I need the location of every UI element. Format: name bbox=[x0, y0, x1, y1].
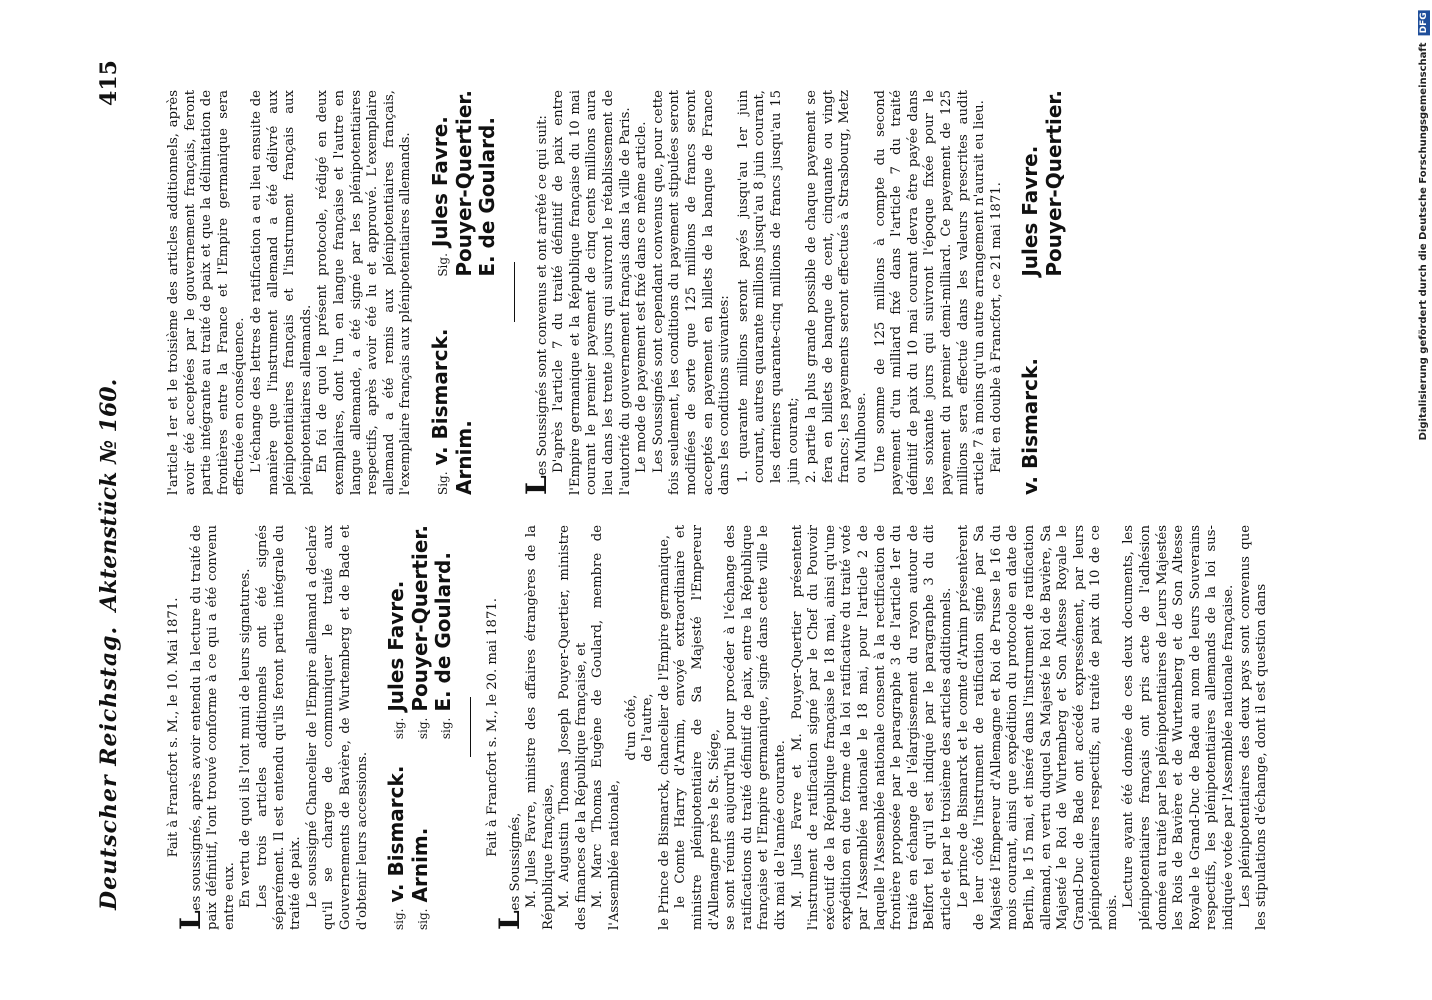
digitization-credit: Digitalisierung gefördert durch die Deutsche Forschungsgemeinschaft DFG bbox=[1418, 12, 1429, 441]
running-head-center: Aktenstück № 160. bbox=[96, 378, 122, 612]
signatures-french bbox=[1019, 90, 1066, 277]
signature: Jules Favre. bbox=[427, 116, 452, 248]
signature: Jules Favre. bbox=[384, 580, 409, 712]
paragraph: M. Jules Favre et M. Pouyer-Quertier présentent l'instrument de ratification signé par le Chef du Pouvoir exécutif de la République française le 18 mai, ainsi qu'une expédition en due forme de la loi ratificative du traité voté par l'Assemblée nationale le 18 mai, pour l'article 2 de laquelle l'Assemblée nationale consent à la rectification de frontière proposée par le paragraphe 3 de l'article 1er du traité en échange de l'élargissement du rayon autour de Belfort tel qu'il est indiqué par le paragraphe 3 du dit article et par le troisième des articles additionnels. bbox=[789, 525, 954, 930]
signature: Pouyer-Quertier. bbox=[1041, 90, 1066, 277]
paragraph: l'article 1er et le troisième des articles additionnels, après avoir été acceptées par le gouvernement français, feront partie intégrante au traité de paix et que la délimitation de frontières entre la France et l'Empire germanique sera effectuée en conséquence. bbox=[166, 90, 248, 495]
dateline: Fait à Francfort s. M., le 10. Mai 1871. bbox=[166, 597, 181, 858]
running-head-left: Deutscher Reichstag. bbox=[96, 625, 122, 910]
list-item: 1. quarante millions seront payés jusqu'au 1er juin courant, autres quarante millions jusqu'au 8 juin courant, les derniers quarante-cinq millions de francs jusqu'au 15 juin courant; bbox=[735, 90, 801, 483]
paragraph: Une somme de 125 millions à compte du second payement d'un milliard fixé dans l'article 7 du traité définitif de paix du 10 mai courant devra être payée dans les soixante jours qui suivront l'époque fixée pour le payement du premier demi-milliard. Ce payement de 125 millions sera effectué dans les valeurs prescrites audit article 7 à moins qu'un autre arrangement n'aurait eu lieu. bbox=[872, 90, 988, 495]
dfg-logo: DFG bbox=[1419, 12, 1429, 34]
dateline: Fait en double à Francfort, ce 21 mai 1871. bbox=[988, 182, 1004, 473]
paragraph: M. Jules Favre, ministre des affaires étrangères de la République française, bbox=[524, 525, 556, 930]
paragraph: En foi de quoi le présent protocole, rédigé en deux exemplaires, dont l'un en langue française et l'autre en langue allemande, a été signé par les plénipotentiaires respectifs, après avoir été lu et approuvé. L'exemplaire allemand a été remis aux plénipotentiaires français, l'exemplaire français aux plénipotentiaires allemands. bbox=[315, 90, 414, 495]
paragraph: Le prince de Bismarck et le comte d'Arnim présentèrent de leur côté l'instrument de ratification signé par Sa Majesté l'Empereur d'Allemagne et Roi de Prusse le 16 du mois courant, ainsi que expédition du protocole en date de Berlin, le 15 mai, et inséré dans l'instrument de ratification allemand, en vertu duquel Sa Majesté le Roi de Bavière, Sa Majesté le Roi de Wurtemberg et Son Altesse Royale le Grand-Duc de Bade ont accédé expressément, par leurs plénipotentiaires respectifs, au traité de paix du 10 de ce mois. bbox=[955, 525, 1120, 930]
paragraph: M. Marc Thomas Eugène de Goulard, membre de l'Assemblée nationale, bbox=[590, 525, 623, 930]
signatures-french: Sig.Jules Favre. Pouyer-Quertier. E. de Goulard. bbox=[427, 90, 500, 277]
signature-block bbox=[1019, 90, 1066, 495]
paragraph: se sont réunis aujourd'hui pour procéder à l'échange des ratifications du traité définitif de paix, entre la République française et l'Empire germanique, signé dans cette ville le dix mai de l'année courante. bbox=[723, 525, 788, 930]
paragraph: L'échange des lettres de ratification a eu lieu ensuite de manière que l'instrument allemand a été délivré aux plénipotentiaires français et l'instrument français aux plénipotentiaires allemands. bbox=[248, 90, 314, 495]
signature: Arnim. bbox=[407, 827, 432, 903]
signature: v. Bismarck. bbox=[427, 328, 452, 466]
signatures-german bbox=[1019, 358, 1066, 495]
payment-list bbox=[736, 90, 871, 495]
signature-block bbox=[385, 525, 456, 930]
paragraph: M. Augustin Thomas Joseph Pouyer-Quertier, ministre des finances de la République française, et bbox=[557, 525, 589, 930]
paragraph: Les trois articles additionnels ont été signés séparément. Il est entendu qu'ils feront partie intégrale du traité de paix. bbox=[254, 525, 304, 930]
signatures-german: Sig.v. Bismarck. Arnim. bbox=[427, 328, 476, 495]
signature: E. de Goulard. bbox=[431, 552, 456, 712]
paragraph: Les Soussignés sont cependant convenus que, pour cette fois seulement, les conditions du payement stipulées seront modifiées de sorte que 125 millions de francs seront acceptés en payement en billets de la banque de France dans les conditions suivantes: bbox=[650, 90, 733, 495]
paragraph: le Comte Harry d'Arnim, envoyé extraordinaire et ministre plénipotentiaire de Sa Majesté l'Empereur d'Allemagne près le St. Siége, bbox=[673, 525, 722, 930]
signature: Pouyer-Quertier. bbox=[407, 525, 432, 712]
signature: v. Bismarck. bbox=[384, 765, 409, 903]
signature-block bbox=[429, 90, 500, 495]
paragraph: de l'autre, bbox=[640, 693, 656, 762]
paragraph: Le soussigné Chancelier de l'Empire allemand a declaré qu'il se charge de communiquer le traité aux Gouvernements de Bavière, de Wurtemberg et de Bade et d'obtenir leurs accessions. bbox=[304, 525, 370, 930]
list-item: 2. partie la plus grande possible de chaque payement se fera en billets de banque de cent, cinquante ou vingt francs; les payements seront effectués à Strasbourg, Metz ou Mulhouse. bbox=[804, 90, 869, 483]
paragraph: le Prince de Bismarck, chancelier de l'Empire germanique, bbox=[656, 534, 672, 930]
signature: v. Bismarck. bbox=[1018, 358, 1043, 495]
signature: Arnim. bbox=[451, 420, 476, 495]
paragraph: Les soussignés, après avoir entendu la lecture du traité de paix définitif, l'ont trouvé conforme à ce qui a été convenu entre eux. bbox=[173, 525, 237, 930]
signature: Jules Favre. bbox=[1018, 145, 1043, 277]
signatures-german: sig.v. Bismarck. sig.Arnim. bbox=[384, 765, 432, 930]
paragraph: Le mode de payement est fixé dans ce même article. bbox=[634, 121, 650, 473]
rotated-page bbox=[46, 30, 1386, 970]
paragraph: En vertu de quoi ils l'ont muni de leurs signatures. bbox=[238, 568, 254, 908]
signature: Pouyer-Quertier. bbox=[451, 90, 476, 277]
signatures-french: sig.Jules Favre. sig.Pouyer-Quertier. sig.E. de Goulard. bbox=[384, 525, 456, 740]
paragraph: Les Soussignés sont convenus et ont arrêté ce qui suit: bbox=[519, 115, 553, 495]
page-header bbox=[96, 30, 136, 960]
paragraph: Les plénipotentiaires des deux pays sont convenus que les stipulations d'échange, dont il est question dans bbox=[1237, 525, 1270, 930]
divider bbox=[514, 263, 515, 323]
column-1 bbox=[166, 525, 1271, 930]
column-2 bbox=[166, 90, 1079, 495]
paragraph: d'un côté, bbox=[623, 694, 639, 761]
signature: E. de Goulard. bbox=[475, 117, 500, 277]
dateline: Fait à Francfort s. M., le 20. mai 1871. bbox=[484, 598, 500, 857]
paragraph: Lecture ayant été donnée de ces deux documents, les plénipotentiaires français ont pris acte de l'adhésion donnée au traité par les plénipotentiaires de Leurs Majestés les Rois de Bavière et de Wurtemberg et de Son Altesse Royale le Grand-Duc de Bade au nom de leurs Souverains respectifs, les plénipotentiaires allemands de la loi sus-indiquée votée par l'Assemblée nationale française. bbox=[1121, 525, 1237, 930]
divider bbox=[470, 698, 471, 758]
paragraph: Les Soussignés, bbox=[492, 812, 526, 930]
paragraph: D'après l'article 7 du traité définitif de paix entre l'Empire germanique et la République française du 10 mai courant le premier payement de cinq cents millions aura lieu dans les trente jours qui suivront le rétablissement de l'autorité du gouvernement français dans la ville de Paris. bbox=[551, 90, 633, 495]
page-number: 415 bbox=[96, 60, 122, 106]
